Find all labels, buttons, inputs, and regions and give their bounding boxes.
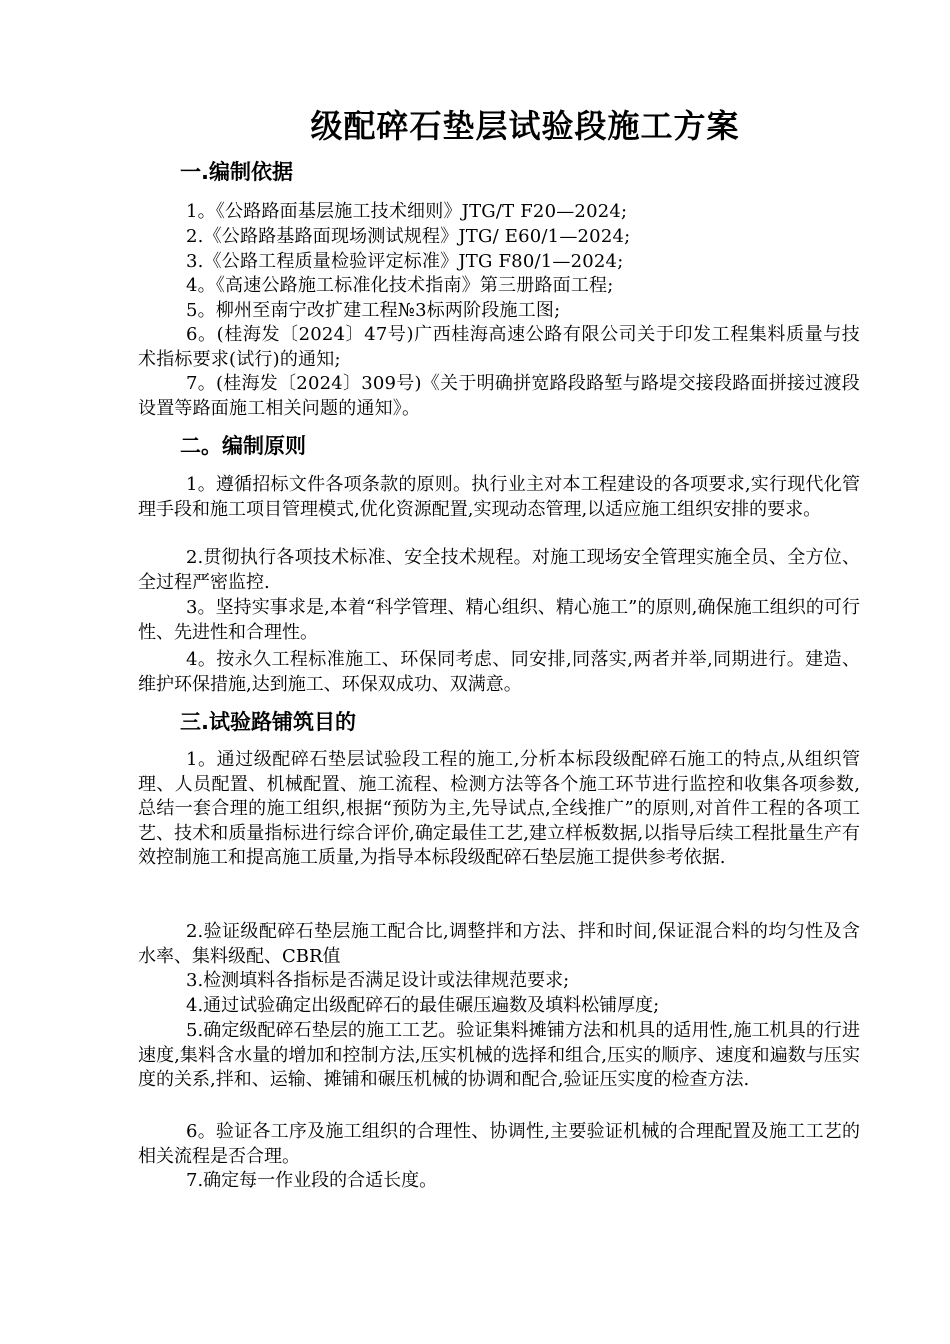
principle-item-4: 4。按永久工程标准施工、环保同考虑、同安排,同落实,两者并举,同期进行。建造、维护环保措施,达到施工、环保双成功、双满意。 bbox=[138, 649, 860, 695]
basis-item-2: 2.《公路路基路面现场测试规程》JTG/ E60/1—2024; bbox=[186, 226, 631, 247]
principle-item-3: 3。坚持实事求是,本着“科学管理、精心组织、精心施工”的原则,确保施工组织的可行性、先进性和合理性。 bbox=[138, 597, 860, 643]
principle-item-2: 2.贯彻执行各项技术标准、安全技术规程。对施工现场安全管理实施全员、全方位、全过程严密监控. bbox=[138, 547, 860, 593]
basis-item-7: 7。(桂海发〔2024〕309号)《关于明确拼宽路段路堑与路堤交接段路面拼接过渡段设置等路面施工相关问题的通知》。 bbox=[138, 373, 860, 419]
purpose-item-3: 3.检测填料各指标是否满足设计或法律规范要求; bbox=[186, 970, 570, 991]
basis-item-3: 3.《公路工程质量检验评定标准》JTG F80/1—2024; bbox=[186, 251, 624, 272]
purpose-item-6: 6。验证各工序及施工组织的合理性、协调性,主要验证机械的合理配置及施工工艺的相关流程是否合理。 bbox=[138, 1121, 860, 1167]
purpose-item-4: 4.通过试验确定出级配碎石的最佳碾压遍数及填料松铺厚度; bbox=[186, 995, 660, 1016]
document-title: 级配碎石垫层试验段施工方案 bbox=[310, 107, 740, 145]
basis-item-5: 5。柳州至南宁改扩建工程№3标两阶段施工图; bbox=[186, 300, 561, 321]
basis-item-4: 4。《高速公路施工标准化技术指南》第三册路面工程; bbox=[186, 275, 614, 296]
purpose-item-5: 5.确定级配碎石垫层的施工工艺。验证集料摊铺方法和机具的适用性,施工机具的行进速度,集料含水量的增加和控制方法,压实机械的选择和组合,压实的顺序、速度和遍数与压实度的关系,拌和、运输、摊铺和碾压机械的协调和配合,验证压实度的检查方法. bbox=[138, 1020, 860, 1090]
purpose-item-1: 1。通过级配碎石垫层试验段工程的施工,分析本标段级配碎石施工的特点,从组织管理、人员配置、机械配置、施工流程、检测方法等各个施工环节进行监控和收集各项参数,总结一套合理的施工组织,根据“预防为主,先导试点,全线推广”的原则,对首件工程的各项工艺、技术和质量指标进行综合评价,确定最佳工艺,建立样板数据,以指导后续工程批量生产有效控制施工和提高施工质量,为指导本标段级配碎石垫层施工提供参考依据. bbox=[138, 749, 860, 868]
purpose-item-7: 7.确定每一作业段的合适长度。 bbox=[186, 1170, 438, 1191]
basis-item-6: 6。(桂海发〔2024〕47号)广西桂海高速公路有限公司关于印发工程集料质量与技术指标要求(试行)的通知; bbox=[138, 324, 860, 370]
principle-item-1: 1。遵循招标文件各项条款的原则。执行业主对本工程建设的各项要求,实行现代化管理手段和施工项目管理模式,优化资源配置,实现动态管理,以适应施工组织安排的要求。 bbox=[138, 474, 860, 520]
basis-item-1: 1。《公路路面基层施工技术细则》JTG/T F20—2024; bbox=[186, 201, 628, 222]
section-heading-purpose: 三.试验路铺筑目的 bbox=[180, 710, 356, 734]
section-heading-principles: 二。编制原则 bbox=[180, 434, 306, 458]
purpose-item-2: 2.验证级配碎石垫层施工配合比,调整拌和方法、拌和时间,保证混合料的均匀性及含水率、集料级配、CBR值 bbox=[138, 921, 860, 967]
section-heading-basis: 一.编制依据 bbox=[180, 160, 293, 184]
